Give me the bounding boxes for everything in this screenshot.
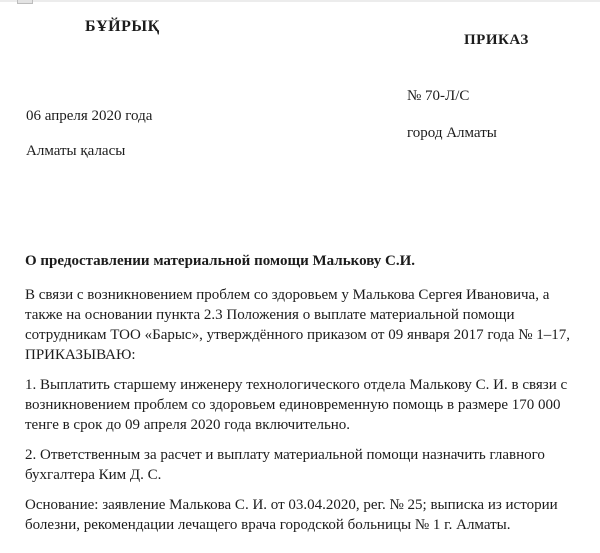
- order-title-russian: ПРИКАЗ: [464, 32, 529, 48]
- order-city-russian: город Алматы: [407, 125, 497, 141]
- order-preamble-paragraph: В связи с возникновением проблем со здоровьем у Малькова Сергея Ивановича, а также на основании пункта 2.3 Положения о выплате материальной помощи сотрудникам ТОО «Барыс», утверждённого приказом от 09 января 2017 года № 1–17, ПРИКАЗЫВАЮ:: [25, 287, 571, 363]
- order-city-kazakh: Алматы қаласы: [26, 143, 126, 159]
- top-edge-divider: [0, 0, 600, 2]
- order-subject-heading: О предоставлении материальной помощи Малькову С.И.: [25, 253, 416, 269]
- order-item-paragraph: 1. Выплатить старшему инженеру технологического отдела Малькову С. И. в связи с возникновением проблем со здоровьем единовременную помощь в размере 170 000 тенге в срок до 09 апреля 2020 года включительно.: [25, 377, 568, 433]
- clipped-ui-artifact: [17, 0, 33, 4]
- order-date: 06 апреля 2020 года: [26, 108, 153, 124]
- order-item-paragraph: 2. Ответственным за расчет и выплату материальной помощи назначить главного бухгалтера Ким Д. С.: [25, 447, 545, 483]
- order-basis-paragraph: Основание: заявление Малькова С. И. от 03.04.2020, рег. № 25; выписка из истории болезни, рекомендации лечащего врача городской больницы № 1 г. Алматы.: [25, 497, 558, 533]
- order-number: № 70-Л/С: [407, 88, 470, 104]
- order-title-kazakh: БҰЙРЫҚ: [85, 18, 160, 35]
